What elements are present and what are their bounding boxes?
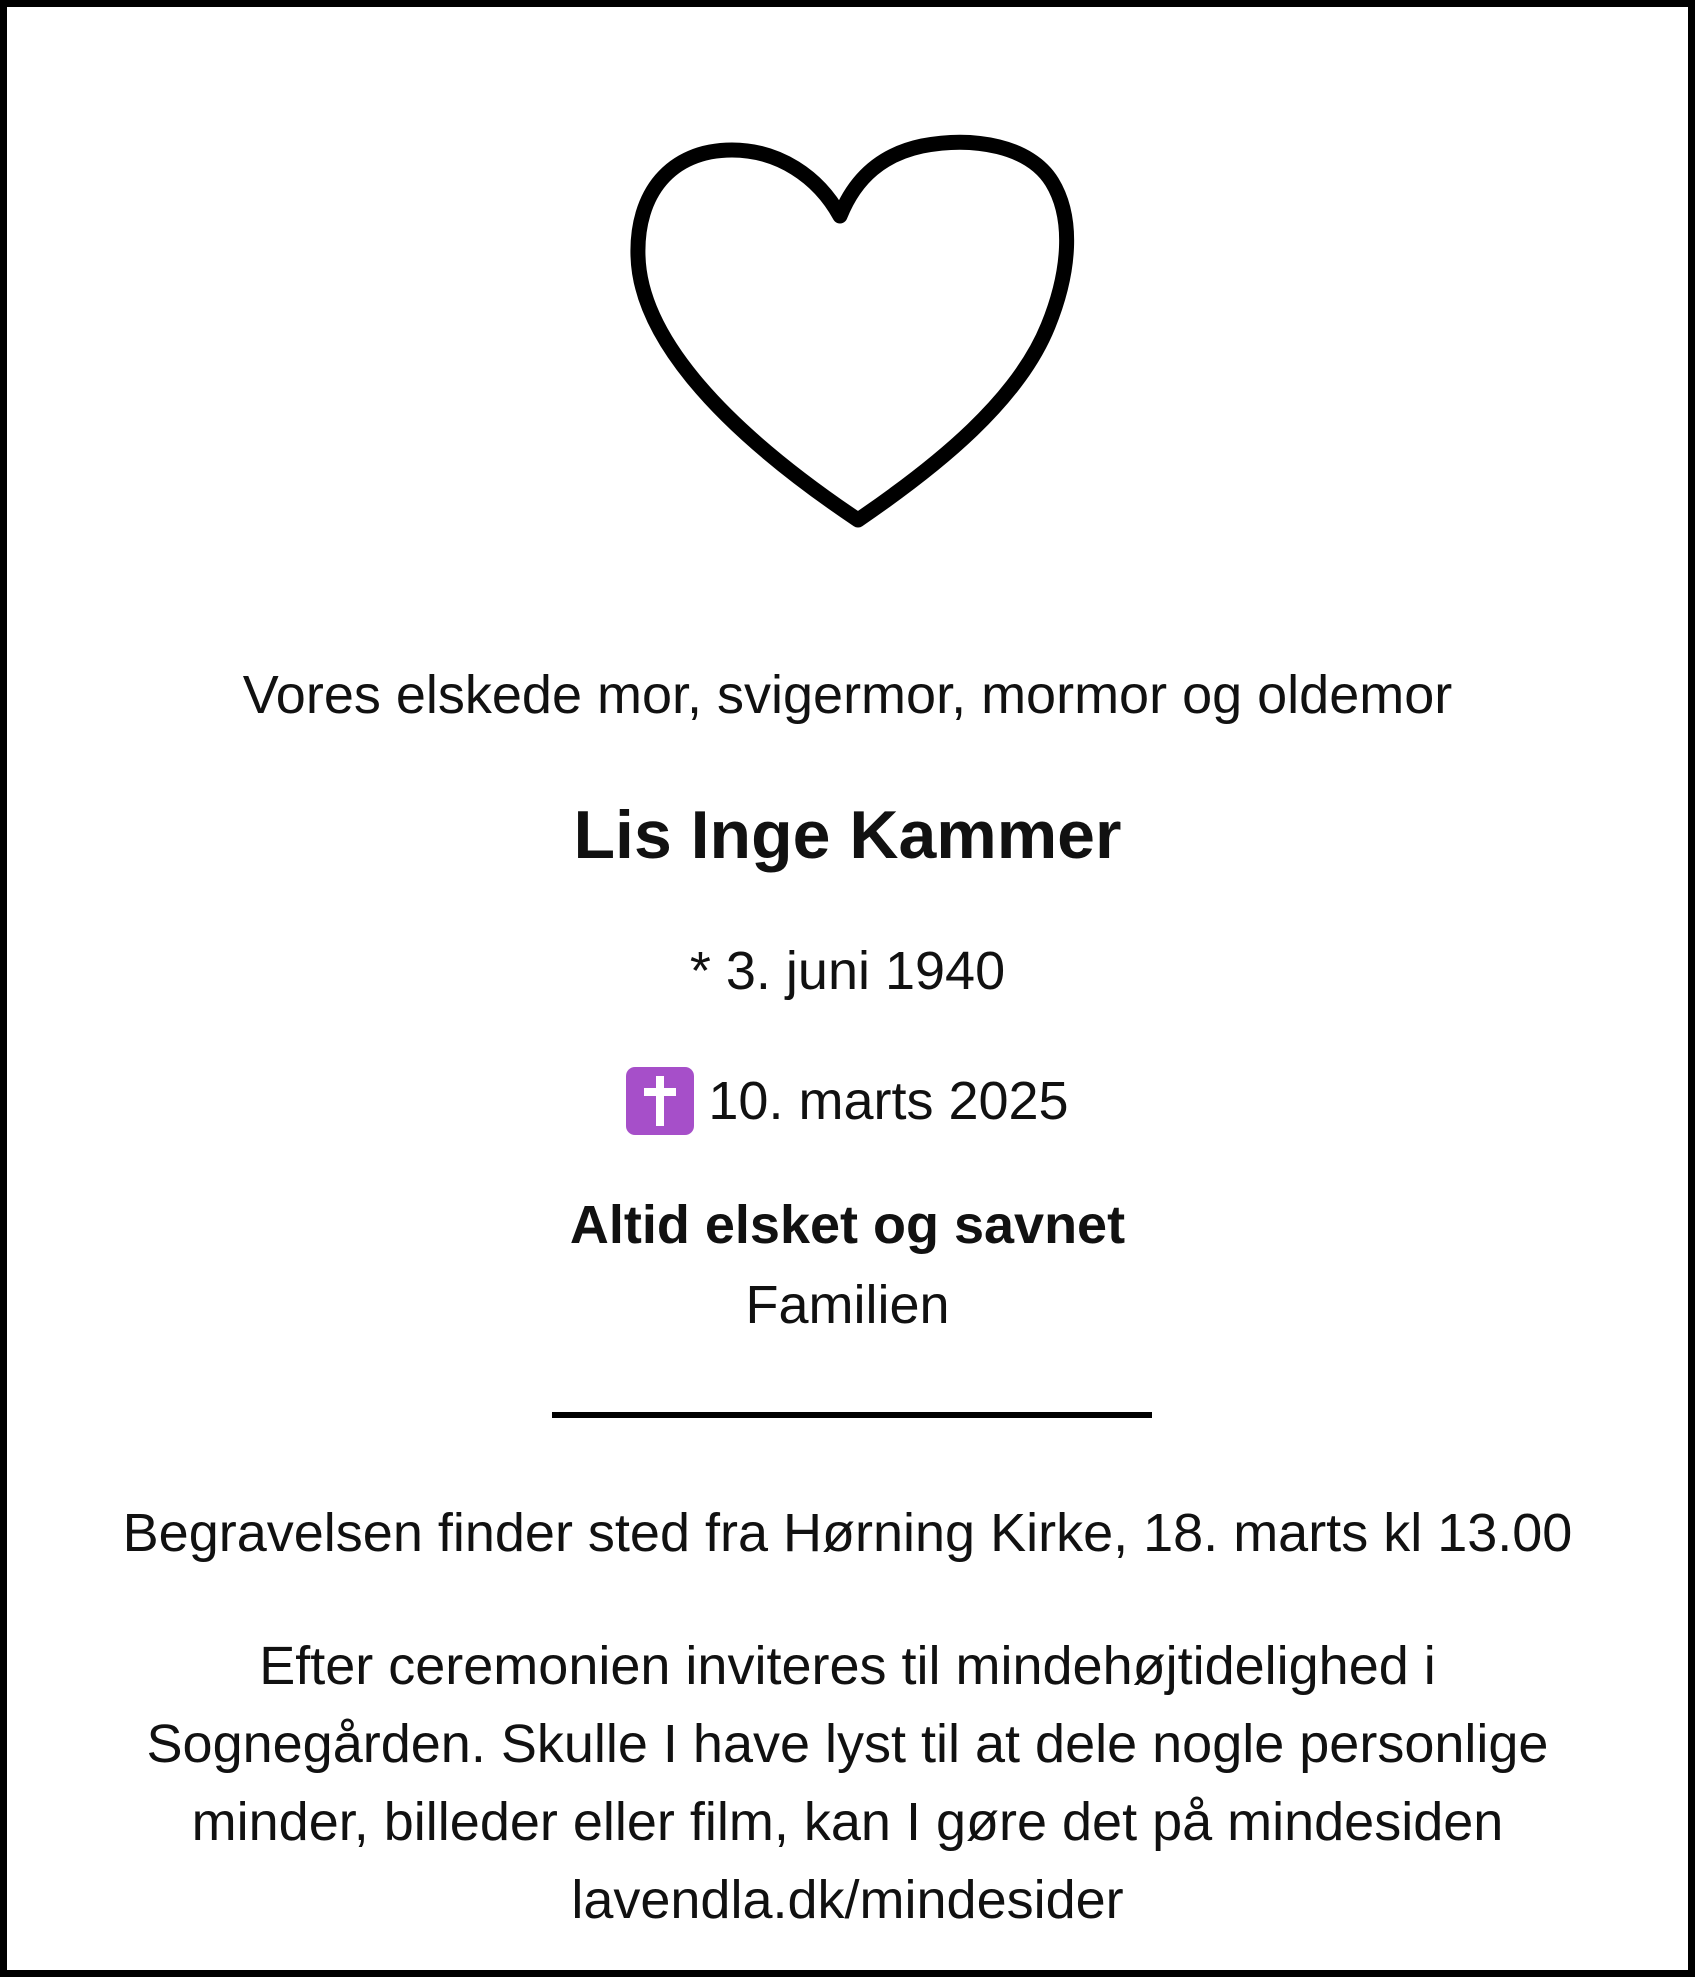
signature: Familien [745,1275,950,1335]
intro-text: Vores elskede mor, svigermor, mormor og oldemor [242,665,1453,725]
divider [552,1412,1152,1418]
death-date: 10. marts 2025 [708,1071,1069,1131]
deceased-name: Lis Inge Kammer [573,797,1122,873]
latin-cross-icon [626,1067,694,1135]
funeral-info: Begravelsen finder sted fra Hørning Kirke, 18. marts kl 13.00 [122,1503,1573,1563]
death-date-row [7,1067,1688,1135]
memorial-info-line: Sognegården. Skulle I have lyst til at dele nogle personlige [146,1714,1549,1774]
heart-outline-icon [622,132,1082,537]
memorial-info-line: minder, billeder eller film, kan I gøre det på mindesiden [191,1792,1504,1852]
memorial-info-line: Efter ceremonien inviteres til mindehøjtidelighed i [259,1636,1436,1696]
memorial-info [7,1627,1688,1939]
birth-date: * 3. juni 1940 [689,941,1006,1001]
tagline: Altid elsket og savnet [569,1195,1126,1255]
memorial-link: lavendla.dk/mindesider [571,1870,1124,1930]
